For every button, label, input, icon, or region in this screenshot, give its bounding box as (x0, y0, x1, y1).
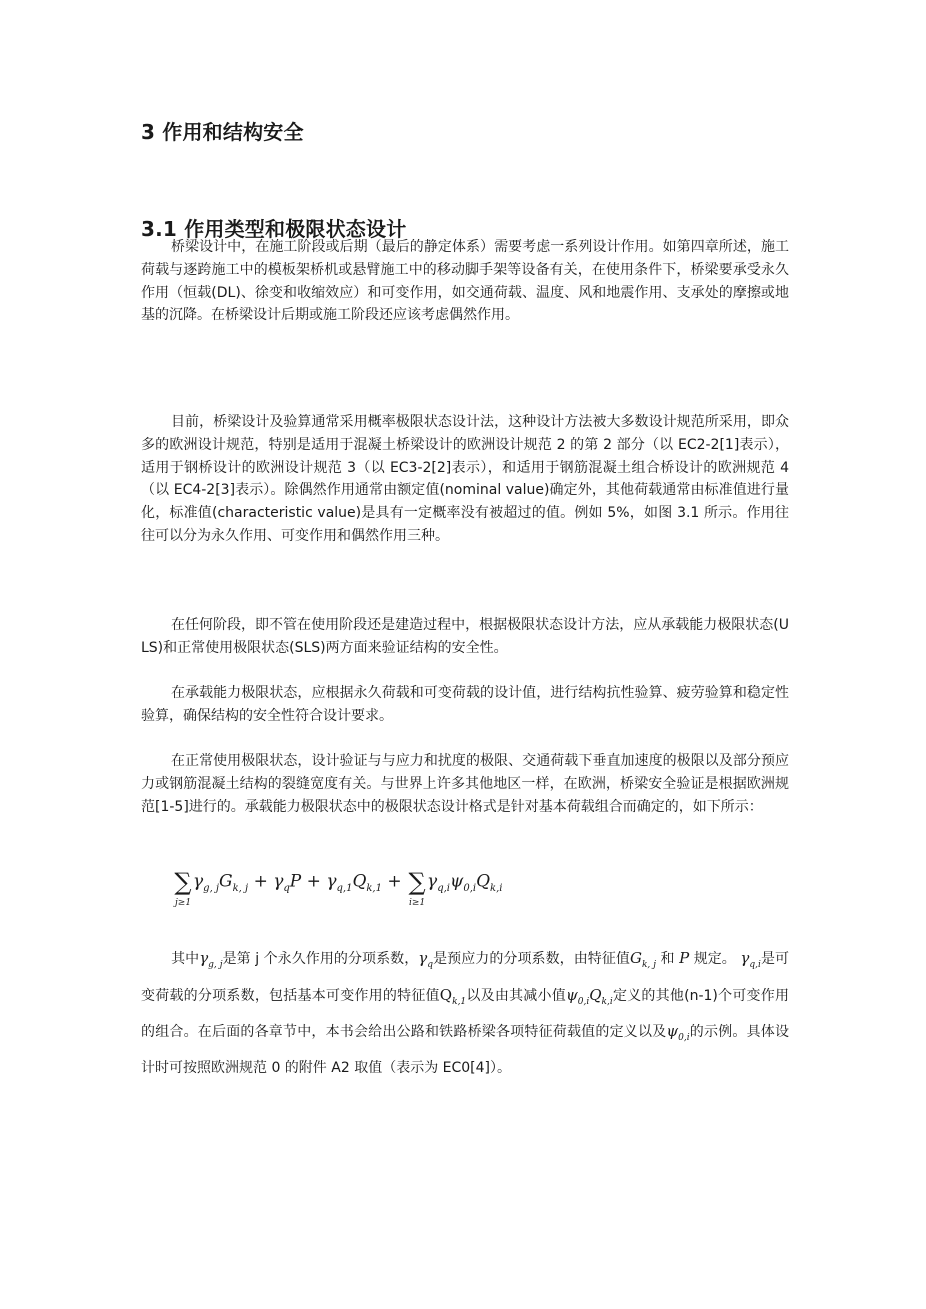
formula-gamma: γ (326, 871, 337, 892)
formula-plus: + (387, 871, 402, 892)
text-run: 和 (660, 951, 675, 967)
symbol-gamma-q: $\gamma_q$ (418, 949, 434, 970)
text-run: 其中 (171, 951, 200, 967)
formula-gamma: γ (193, 871, 204, 892)
section-heading: 3.1 作用类型和极限状态设计 (141, 217, 407, 241)
formula-sub: q,1 (336, 882, 353, 894)
text-run: 以及由其减小值 (466, 987, 566, 1004)
formula-G: G (219, 871, 233, 892)
summation-limit: j≥1 (175, 898, 192, 908)
symbol-Q-k1: $Q_{k,1}$ (439, 985, 467, 1007)
formula-sub: k, j (232, 882, 249, 894)
formula-sub: 0,i (463, 882, 477, 894)
formula-gamma: γ (273, 871, 284, 892)
text-run: 是预应力的分项系数，由特征值 (433, 951, 630, 967)
text-run: 定义的其他(n-1)个可变作用的组合。在后面的各章节中，本书会给出公路和铁路桥梁各项特征荷载值的定义以及 (141, 987, 789, 1040)
symbol-P: P (679, 949, 690, 967)
text-run: 是可变荷载的分项系数，包括基本可变作用的特征值 (141, 951, 789, 1004)
formula-P: P (289, 871, 302, 892)
formula-sub: q,i (437, 882, 450, 894)
symbol-gamma-qi: $\gamma_{q,i}$ (740, 949, 761, 970)
text-run: 的示例。具体设计时可按照欧洲规范 0 的附件 A2 取值（表示为 EC0[4]）。 (141, 1024, 790, 1076)
summation-symbol: ∑ i≥1 (408, 868, 426, 908)
summation-limit: i≥1 (409, 898, 426, 908)
load-combination-formula (173, 868, 593, 916)
formula-sub: k,1 (366, 882, 382, 894)
paragraph-symbol-definitions (141, 944, 789, 1083)
paragraph-sls: 在正常使用极限状态，设计验证与与应力和扰度的极限、交通荷载下垂直加速度的极限以及部分预应力或钢筋混凝土结构的裂缝宽度有关。与世界上许多其他地区一样，在欧洲，桥梁安全验证是根据欧洲规范[1-5]进行的。承载能力极限状态中的极限状态设计格式是针对基本荷载组合而确定的，如下所示： (141, 753, 789, 815)
formula-gamma: γ (427, 871, 438, 892)
summation-symbol: ∑ j≥1 (174, 868, 192, 908)
formula-sub: q (283, 882, 290, 894)
formula-Q: Q (352, 871, 367, 892)
formula-sub: g, j (203, 882, 220, 894)
paragraph-uls-sls: 在任何阶段，即不管在使用阶段还是建造过程中，根据极限状态设计方法，应从承载能力极限状态(ULS)和正常使用极限状态(SLS)两方面来验证结构的安全性。 (141, 617, 789, 656)
text-run: 是第 j 个永久作用的分项系数， (222, 951, 419, 967)
formula-Q: Q (476, 871, 491, 892)
paragraph-limit-state-method: 目前，桥梁设计及验算通常采用概率极限状态设计法，这种设计方法被大多数设计规范所采用，即众多的欧洲设计规范，特别是适用于混凝土桥梁设计的欧洲设计规范 2 的第 2 部分（以 EC2-2[1]表示），适用于钢桥设计的欧洲设计规范 3（以 EC3-2[2]表示），和适用于钢筋混凝土组合桥设计的欧洲规范 4（以 EC4-2[3]表示）。除偶然作用通常由额定值(nominal value)确定外，其他荷载通常由标准值进行量化，标准值(characteristic value)是具有一定概率没有被超过的值。例如 5%，如图 3.1 所示。作用往往可以分为永久作用、可变作用和偶然作用三种。 (141, 414, 789, 544)
symbol-G-kj: $G_{k, j}$ (629, 949, 656, 970)
paragraph-uls: 在承载能力极限状态，应根据永久荷载和可变荷载的设计值，进行结构抗性验算、疲劳验算和稳定性验算，确保结构的安全性符合设计要求。 (141, 685, 789, 724)
paragraph-design-actions: 桥梁设计中，在施工阶段或后期（最后的静定体系）需要考虑一系列设计作用。如第四章所述，施工荷载与逐跨施工中的模板架桥机或悬臂施工中的移动脚手架等设备有关，在使用条件下，桥梁要承受永久作用（恒载(DL)、徐变和收缩效应）和可变作用，如交通荷载、温度、风和地震作用、支承处的摩擦或地基的沉降。在桥梁设计后期或施工阶段还应该考虑偶然作用。 (141, 239, 789, 324)
chapter-heading: 3 作用和结构安全 (141, 120, 304, 144)
formula-plus: + (306, 871, 321, 892)
formula-sub: k,i (490, 882, 503, 894)
symbol-psi-0i: $\psi_{0,i}$ (666, 1022, 690, 1043)
symbol-gamma-gj: $\gamma_{g, j}$ (199, 949, 223, 970)
formula-plus: + (253, 871, 268, 892)
symbol-psi-Q: $\psi_{0,i}Q_{k,i}$ (565, 985, 613, 1007)
text-run: 规定。 (693, 951, 736, 967)
formula-psi: ψ (450, 871, 464, 892)
